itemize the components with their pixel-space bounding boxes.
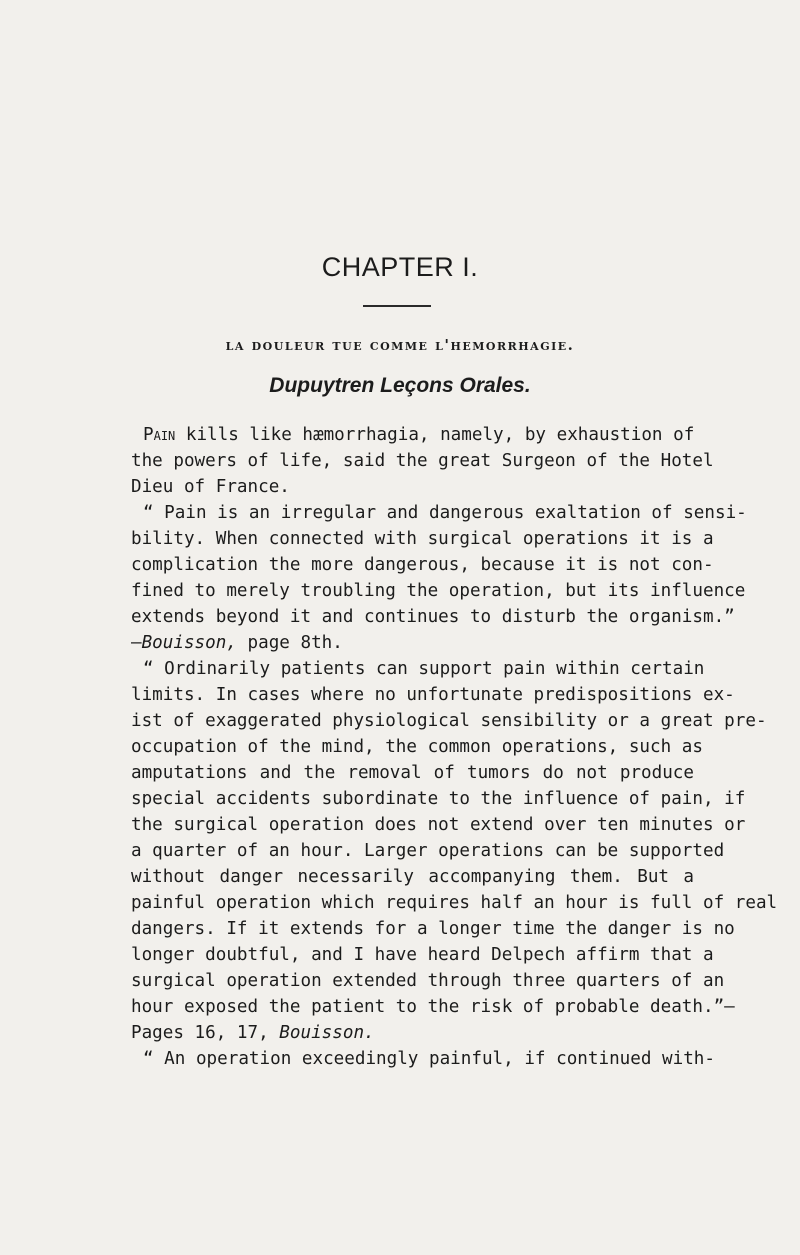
text-line: Pain kills like hæmorrhagia, namely, by exhaustion of (143, 425, 695, 445)
text-line: without danger necessarily accompanying them. But a (131, 867, 694, 887)
text-line: ist of exaggerated physiological sensibility or a great pre- (131, 711, 767, 731)
text-line: the surgical operation does not extend over ten minutes or (131, 815, 746, 835)
text-line: painful operation which requires half an hour is full of real (131, 893, 778, 913)
text-line: surgical operation extended through three quarters of an (131, 971, 725, 991)
text-line: limits. In cases where no unfortunate predispositions ex- (131, 685, 735, 705)
citation-line: Pages 16, 17, Bouisson. (131, 1023, 375, 1043)
body-text (131, 422, 778, 1072)
text-line: “ Pain is an irregular and dangerous exaltation of sensi- (143, 503, 747, 523)
text-line: hour exposed the patient to the risk of probable death.”— (131, 997, 735, 1017)
text-line: “ An operation exceedingly painful, if continued with- (143, 1049, 715, 1069)
chapter-subtitle: la douleur tue comme l'hemorrhagie. (225, 336, 575, 354)
title-rule (363, 305, 431, 307)
chapter-title: CHAPTER I. (321, 252, 479, 282)
text-line: dangers. If it extends for a longer time the danger is no (131, 919, 735, 939)
citation-line: —Bouisson, page 8th. (131, 633, 343, 653)
text-line: bility. When connected with surgical operations it is a (131, 529, 714, 549)
text-line: complication the more dangerous, because it is not con- (131, 555, 714, 575)
attribution: Dupuytren Leçons Orales. (269, 374, 531, 397)
text-line: extends beyond it and continues to disturb the organism.” (131, 607, 735, 627)
citation-author: Bouisson, (141, 633, 237, 653)
text-line: fined to merely troubling the operation, but its influence (131, 581, 746, 601)
text-line: amputations and the removal of tumors do not produce (131, 763, 694, 783)
text-line: special accidents subordinate to the influence of pain, if (131, 789, 746, 809)
text-line: a quarter of an hour. Larger operations can be supported (131, 841, 725, 861)
text-line: “ Ordinarily patients can support pain within certain (143, 659, 705, 679)
text-line: longer doubtful, and I have heard Delpech affirm that a (131, 945, 714, 965)
text-line: occupation of the mind, the common operations, such as (131, 737, 703, 757)
text-line: Dieu of France. (131, 477, 290, 497)
drop-word: Pain (143, 425, 176, 445)
citation-author: Bouisson. (279, 1023, 375, 1043)
text-line: the powers of life, said the great Surgeon of the Hotel (131, 451, 714, 471)
